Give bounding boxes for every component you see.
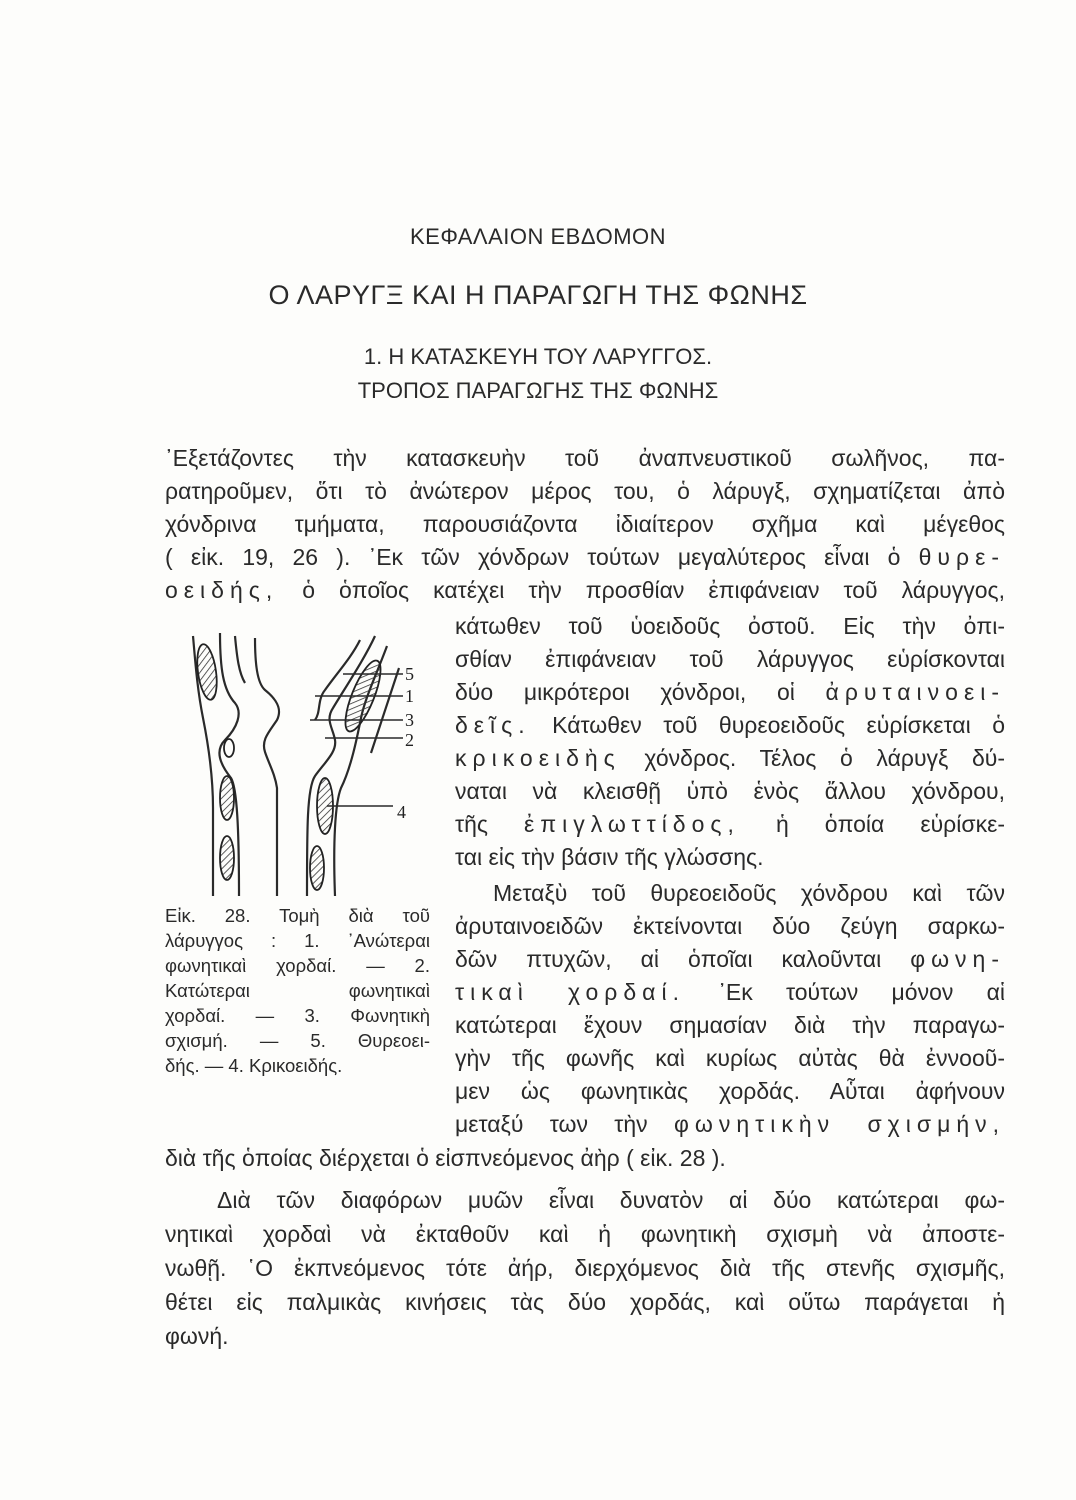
body-text: δύο μικρότεροι χόνδροι, οἱ — [455, 679, 795, 705]
body-line: Διὰ τῶν διαφόρων μυῶν εἶναι δυνατὸν αἱ δύο κατώτεραι φω- — [217, 1187, 1005, 1213]
spaced-term: οειδής, — [165, 577, 279, 603]
body-line — [455, 742, 1005, 774]
spaced-term: τικαὶ χορδαί. — [455, 979, 685, 1005]
body-line: χόνδρινα τμήματα, παρουσιάζοντα ἰδιαίτερον σχῆμα καὶ μέγεθος — [165, 511, 1005, 537]
body-line: Μεταξὺ τοῦ θυρεοειδοῦς χόνδρου καὶ τῶν — [493, 880, 1005, 906]
caption-line: δής. — 4. Κρικοειδής. — [165, 1055, 343, 1076]
body-line: ρατηροῦμεν, ὅτι τὸ ἀνώτερον μέρος του, ὁ λάρυγξ, σχηματίζεται ἀπὸ — [165, 478, 1005, 504]
body-text: ᾿Εκ τούτων μόνον αἱ — [718, 979, 1005, 1005]
larynx-section-figure — [165, 628, 445, 898]
spaced-term: δεῖς. — [455, 712, 531, 738]
body-line: ναται νὰ κλεισθῇ ὑπὸ ἑνὸς ἄλλου χόνδρου, — [455, 778, 1005, 804]
body-line — [455, 943, 1005, 975]
body-text: τῆς — [455, 811, 488, 837]
body-line: διὰ τῆς ὁποίας διέρχεται ὁ εἰσπνεόμενος ἀὴρ ( εἰκ. 28 ). — [165, 1145, 726, 1171]
figure-label-1: 1 — [405, 686, 414, 706]
chapter-heading: ΚΕΦΑΛΑΙΟΝ ΕΒΔΟΜΟΝ — [409, 224, 667, 249]
spaced-term: φωνητικὴν σχισμήν, — [674, 1111, 1005, 1137]
body-line — [455, 808, 1005, 840]
body-line — [455, 976, 1005, 1008]
body-line: κατώτεραι ἔχουν σημασίαν διὰ τὴν παραγω- — [455, 1012, 1005, 1038]
section-heading-line-1: 1. Η ΚΑΤΑΣΚΕΥΗ ΤΟΥ ΛΑΡΥΓΓΟΣ. — [363, 344, 713, 369]
figure-label-3: 3 — [405, 710, 414, 730]
spaced-term: ἀρυταινοει- — [825, 679, 1005, 705]
section-heading — [0, 340, 1076, 408]
body-line — [455, 709, 1005, 741]
ventricle-left — [224, 739, 234, 757]
body-text: ἡ ὁποία εὑρίσκε- — [775, 811, 1005, 837]
body-line — [165, 574, 1005, 606]
caption-line: χορδαί. — 3. Φωνητικὴ — [165, 1005, 430, 1026]
body-line: σθίαν ἐπιφάνειαν τοῦ λάρυγγος εὑρίσκονται — [455, 646, 1005, 672]
caption-line: φωνητικαὶ χορδαί. — 2. — [165, 955, 430, 976]
body-text: Κάτωθεν τοῦ θυρεοειδοῦς εὑρίσκεται ὁ — [552, 712, 1006, 738]
body-line: ᾿Εξετάζοντες τὴν κατασκευὴν τοῦ ἀναπνευστικοῦ σωλῆνος, πα- — [165, 445, 1005, 471]
caption-line: σχισμή. — 5. Θυρεοει- — [165, 1030, 430, 1051]
body-line: φωνή. — [165, 1323, 229, 1349]
body-text: ὁ ὁποῖος κατέχει τὴν προσθίαν ἐπιφάνειαν τοῦ λάρυγγος, — [302, 577, 1005, 603]
cricoid-cartilage-left — [220, 776, 234, 820]
section-heading-line-2: ΤΡΟΠΟΣ ΠΑΡΑΓΩΓΗΣ ΤΗΣ ΦΩΝΗΣ — [357, 378, 719, 403]
figure-label-5: 5 — [405, 664, 414, 684]
lower-ring-left — [220, 836, 234, 880]
body-line: νωθῇ. ῾Ο ἐκπνεόμενος τότε ἀήρ, διερχόμενος διὰ τῆς στενῆς σχισμῆς, — [165, 1255, 1005, 1281]
body-text: ( εἰκ. 19, 26 ). ᾿Εκ τῶν χόνδρων τούτων μεγαλύτερος εἶναι ὁ — [165, 544, 901, 570]
figure-label-2: 2 — [405, 730, 414, 750]
body-line — [455, 676, 1005, 708]
spaced-term: φωνη- — [910, 946, 1006, 972]
spaced-term: ἐπιγλωττίδος, — [524, 811, 740, 837]
body-line: γὴν τῆς φωνῆς καὶ κυρίως αὐτὰς θὰ ἐννοοῦ- — [455, 1045, 1005, 1071]
spaced-term: κρικοειδὴς — [455, 745, 621, 771]
body-line: ται εἰς τὴν βάσιν τῆς γλώσσης. — [455, 844, 764, 870]
lower-ring-right — [310, 846, 324, 890]
figure-caption — [165, 903, 430, 1078]
body-text: χόνδρος. Τέλος ὁ λάρυγξ δύ- — [644, 745, 1006, 771]
body-line — [455, 1108, 1005, 1140]
chapter-title: Ο ΛΑΡΥΓΞ ΚΑΙ Η ΠΑΡΑΓΩΓΗ ΤΗΣ ΦΩΝΗΣ — [268, 280, 808, 310]
body-text: μεταξύ των τὴν — [455, 1111, 648, 1137]
caption-line: Εἰκ. 28. Τομὴ διὰ τοῦ — [165, 905, 430, 926]
body-line: νητικαὶ χορδαὶ νὰ ἐκταθοῦν καὶ ἡ φωνητικὴ σχισμὴ νὰ ἀποστε- — [165, 1221, 1005, 1247]
caption-line: λάρυγγος : 1. ᾿Ανώτεραι — [165, 930, 430, 951]
body-line — [165, 541, 1005, 573]
body-line: θέτει εἰς παλμικὰς κινήσεις τὰς δύο χορδάς, καὶ οὕτω παράγεται ἡ — [165, 1289, 1005, 1315]
body-text: δῶν πτυχῶν, αἱ ὁποῖαι καλοῦνται — [455, 946, 882, 972]
figure-label-4: 4 — [397, 802, 406, 822]
spaced-term: θυρε- — [918, 544, 1005, 570]
body-line: ἀρυταινοειδῶν ἐκτείνονται δύο ζεύγη σαρκω- — [455, 913, 1005, 939]
caption-line: Κατώτεραι φωνητικαὶ — [165, 980, 430, 1001]
body-line: μεν ὡς φωνητικὰς χορδάς. Αὗται ἀφήνουν — [455, 1078, 1005, 1104]
body-line: κάτωθεν τοῦ ὑοειδοῦς ὀστοῦ. Εἰς τὴν ὀπι- — [455, 613, 1005, 639]
